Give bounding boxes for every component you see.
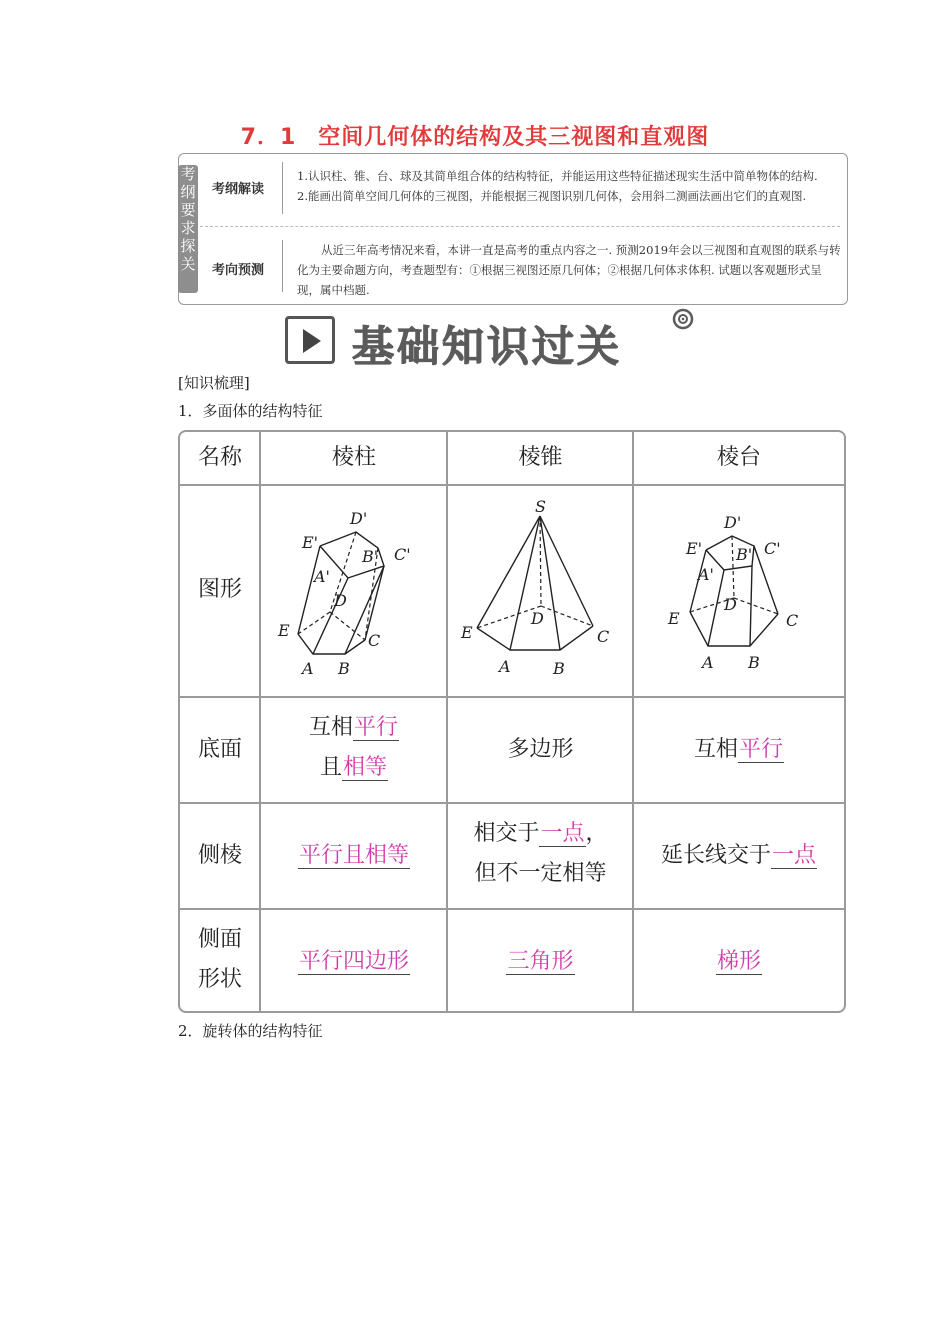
side-char: 求 (180, 219, 196, 237)
page-title (0, 120, 950, 151)
frustum-base (634, 730, 844, 770)
divider (282, 240, 283, 292)
vertex-label: C' (764, 539, 781, 558)
header-name: 名称 (197, 445, 242, 470)
vertex-label: A (302, 659, 314, 678)
table-rule (632, 432, 634, 1011)
frustum-face (634, 942, 844, 982)
heading-polyhedron: 1．多面体的结构特征 (178, 402, 323, 420)
frustum-edge (634, 836, 844, 876)
side-char: 探 (180, 237, 196, 255)
divider (282, 162, 283, 214)
vertex-label: A' (314, 567, 330, 586)
section-banner: 基础知识过关 (352, 322, 623, 371)
edge-text: 延长线交于 (660, 843, 771, 868)
vertex-label: E (278, 621, 290, 640)
prism-edge (261, 836, 447, 876)
table-rule (180, 908, 844, 910)
heading-rotation-body: 2．旋转体的结构特征 (178, 1022, 323, 1040)
side-char: 要 (180, 201, 196, 219)
answer-blank: 平行 (739, 737, 784, 762)
vertex-label: C (597, 627, 610, 646)
prism-face (261, 942, 447, 982)
outline-line: 1.认识柱、锥、台、球及其简单组合体的结构特征，并能运用这些特征描述现实生活中简单物体的结构. (297, 169, 818, 183)
row-label-figure: 图形 (197, 577, 242, 602)
prism-figure (268, 494, 440, 690)
vertex-label: E (668, 609, 680, 628)
base-text: 互相 (308, 715, 353, 740)
vertex-label: B (553, 659, 565, 678)
row-label-line: 形状 (197, 967, 242, 992)
side-char: 考 (180, 165, 196, 183)
vertex-label: S (535, 497, 546, 516)
row-label-face (180, 920, 260, 1000)
play-icon (285, 316, 335, 364)
predict-text (297, 240, 842, 300)
vertex-label: D (531, 609, 544, 628)
answer-blank: 平行且相等 (298, 843, 409, 868)
side-char: 关 (180, 255, 196, 273)
vertex-label: B' (736, 545, 753, 564)
answer-blank: 一点 (772, 843, 817, 868)
divider (200, 226, 840, 227)
table-rule (180, 696, 844, 698)
vertex-label: D' (350, 509, 368, 528)
vertex-label: C (786, 611, 799, 630)
answer-blank: 相等 (343, 755, 388, 780)
vertex-label: B (748, 653, 760, 672)
vertex-label: C' (394, 545, 411, 564)
vertex-label: E' (302, 533, 319, 552)
vertex-label: B' (362, 547, 379, 566)
requirements-side-label (178, 165, 198, 293)
pyramid-edge (448, 814, 633, 894)
edge-text: 但不一定相等 (474, 861, 607, 886)
answer-blank: 平行 (354, 715, 399, 740)
section-tag: [知识梳理] (178, 374, 250, 392)
header-pyramid: 棱锥 (518, 445, 563, 470)
table-rule (180, 802, 844, 804)
row-label-edge: 侧棱 (197, 843, 242, 868)
target-icon (672, 308, 694, 330)
pyramid-base: 多边形 (507, 737, 574, 762)
edge-text: 相交于 (473, 821, 540, 846)
outline-text (297, 166, 842, 206)
row-label-line: 侧面 (197, 927, 242, 952)
vertex-label: D (334, 591, 347, 610)
title-text: 空间几何体的结构及其三视图和直观图 (318, 125, 710, 150)
vertex-label: E' (686, 539, 703, 558)
pyramid-figure (455, 494, 625, 690)
vertex-label: D' (724, 513, 742, 532)
polyhedron-table (178, 430, 846, 1013)
side-char: 纲 (180, 183, 196, 201)
base-text: 互相 (693, 737, 738, 762)
frustum-figure (650, 494, 830, 690)
vertex-label: A' (698, 565, 714, 584)
base-text: 且 (319, 755, 342, 780)
answer-blank: 平行四边形 (298, 949, 409, 974)
row-label-base: 底面 (197, 737, 242, 762)
predict-paragraph: 从近三年高考情况来看，本讲一直是高考的重点内容之一. 预测2019年会以三视图和直观图的联系与转化为主要命题方向，考查题型有：①根据三视图还原几何体；②根据几何体求体积. 试题以客观题形式呈现，属中档题. (297, 243, 841, 297)
header-frustum: 棱台 (716, 445, 761, 470)
outline-line: 2.能画出简单空间几何体的三视图，并能根据三视图识别几何体，会用斜二测画法画出它们的直观图. (297, 189, 807, 203)
edge-text: ， (585, 821, 608, 846)
header-prism: 棱柱 (331, 445, 376, 470)
pyramid-face (448, 942, 633, 982)
vertex-label: D (724, 595, 737, 614)
vertex-label: A (499, 657, 511, 676)
vertex-label: E (461, 623, 473, 642)
prism-base (261, 708, 447, 788)
vertex-label: B (338, 659, 350, 678)
vertex-label: C (368, 631, 381, 650)
outline-label: 考纲解读 (212, 182, 265, 197)
title-number: 7．1 (240, 125, 297, 150)
answer-blank: 三角形 (507, 949, 574, 974)
answer-blank: 梯形 (716, 949, 761, 974)
table-rule (180, 484, 844, 486)
vertex-label: A (702, 653, 714, 672)
answer-blank: 一点 (540, 821, 585, 846)
predict-label: 考向预测 (212, 263, 265, 278)
